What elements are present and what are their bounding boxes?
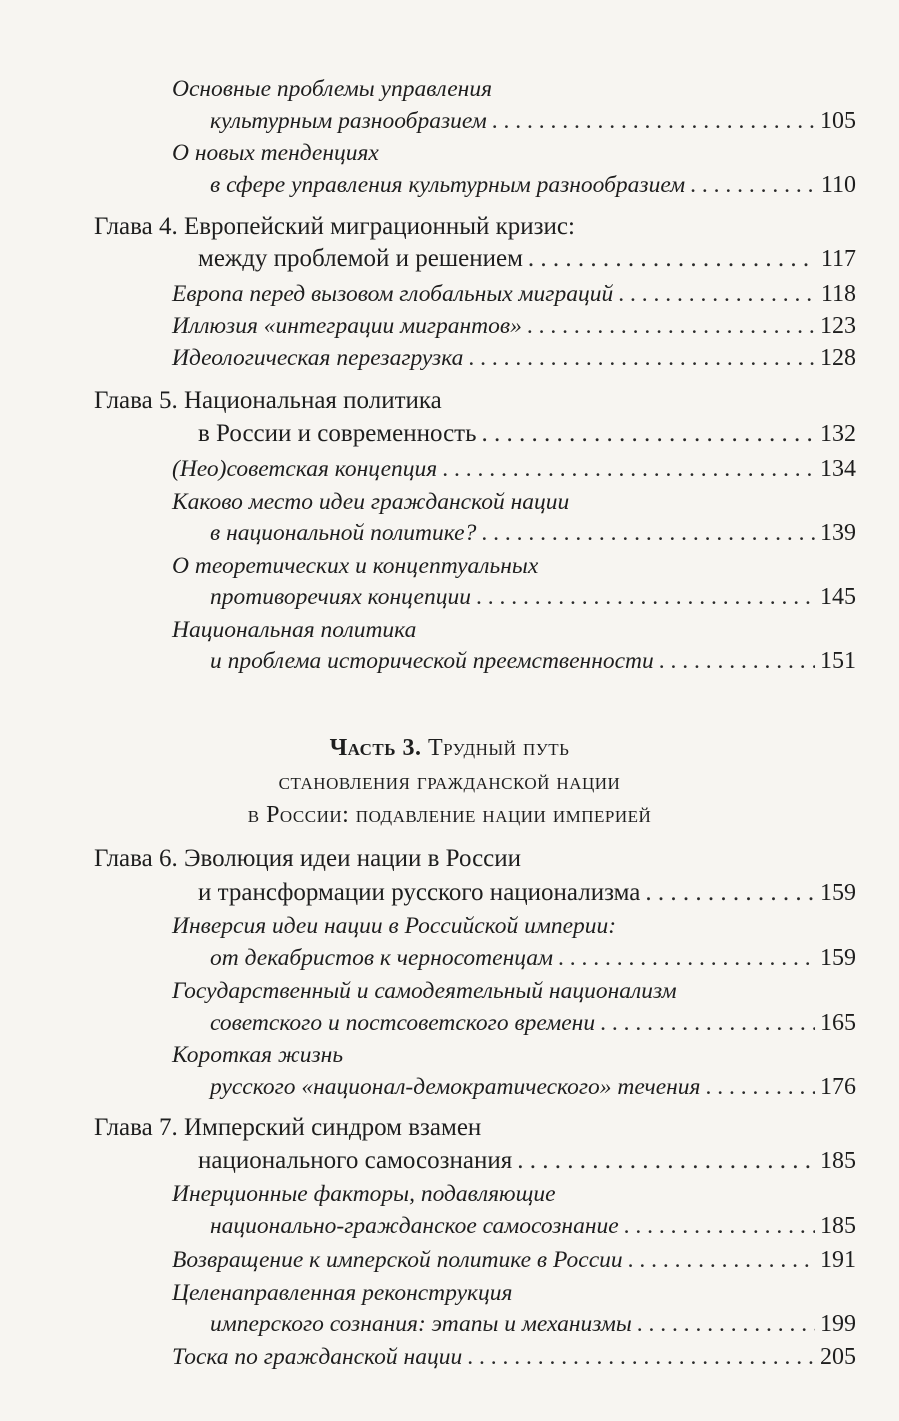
- dot-leader: [645, 876, 815, 910]
- page-number: 105: [820, 108, 856, 134]
- toc-entry-title: Идеологическая перезагрузка: [172, 345, 464, 371]
- toc-entry[interactable]: [172, 1340, 856, 1374]
- page-number: 145: [820, 584, 856, 610]
- toc-entry[interactable]: [210, 168, 856, 202]
- toc-entry[interactable]: [210, 1209, 856, 1243]
- toc-entry-title[interactable]: Инерционные факторы, подавляющие: [172, 1181, 556, 1207]
- chapter-title: национального самосознания: [198, 1147, 513, 1174]
- toc-entry-title: Тоска по гражданской нации: [172, 1344, 463, 1370]
- page-number: 205: [820, 1344, 856, 1370]
- dot-leader: [628, 1243, 815, 1277]
- dot-leader: [618, 277, 816, 311]
- toc-entry-title: и проблема исторической преемственности: [210, 648, 654, 674]
- part-label: Часть 3.: [329, 735, 422, 761]
- toc-entry-title: (Нео)советская концепция: [172, 456, 438, 482]
- chapter-title[interactable]: Глава 6. Эволюция идеи нации в России: [94, 845, 522, 872]
- chapter-entry[interactable]: [198, 1144, 856, 1178]
- chapter-title[interactable]: Глава 5. Национальная политика: [94, 387, 442, 414]
- toc-entry[interactable]: [210, 516, 856, 550]
- dot-leader: [558, 941, 815, 975]
- dot-leader: [482, 417, 815, 451]
- page-number: 134: [820, 456, 856, 482]
- toc-entry-title: культурным разнообразием: [210, 108, 487, 134]
- page-number: 151: [820, 648, 856, 674]
- toc-entry-title: Иллюзия «интеграции мигрантов»: [172, 313, 522, 339]
- page-number: 159: [820, 880, 856, 906]
- chapter-entry[interactable]: [198, 876, 856, 910]
- toc-entry-title[interactable]: Инверсия идеи нации в Российской империи:: [172, 913, 617, 939]
- chapter-entry[interactable]: [198, 242, 856, 276]
- toc-entry-title: русского «национал-демократического» течения: [210, 1074, 701, 1100]
- dot-leader: [467, 1340, 815, 1374]
- toc-entry-title: Возвращение к имперской политике в России: [172, 1247, 623, 1273]
- dot-leader: [468, 341, 815, 375]
- toc-entry[interactable]: [210, 941, 856, 975]
- page-number: 118: [820, 281, 856, 307]
- page-number: 165: [820, 1010, 856, 1036]
- dot-leader: [690, 168, 816, 202]
- toc-entry[interactable]: [210, 580, 856, 614]
- toc-entry[interactable]: [172, 309, 856, 343]
- page-number: 110: [820, 172, 856, 198]
- page-number: 123: [820, 313, 856, 339]
- chapter-title[interactable]: Глава 7. Имперский синдром взамен: [94, 1114, 482, 1141]
- toc-entry-title[interactable]: О теоретических и концептуальных: [172, 553, 539, 579]
- chapter-title: в России и современность: [198, 420, 477, 447]
- toc-entry-title: советского и постсоветского времени: [210, 1010, 596, 1036]
- toc-entry-title[interactable]: Основные проблемы управления: [172, 76, 493, 102]
- dot-leader: [527, 309, 815, 343]
- toc-entry-title: национально-гражданское самосознание: [210, 1213, 619, 1239]
- toc-entry-title: от декабристов к черносотенцам: [210, 945, 554, 971]
- toc-entry-title[interactable]: Государственный и самодеятельный национализм: [172, 978, 677, 1004]
- page-number: 191: [820, 1247, 856, 1273]
- page-number: 132: [820, 421, 856, 447]
- toc-entry-title: Европа перед вызовом глобальных миграций: [172, 281, 614, 307]
- chapter-title[interactable]: Глава 4. Европейский миграционный кризис:: [94, 213, 575, 240]
- page-number: 139: [820, 520, 856, 546]
- toc-entry[interactable]: [172, 341, 856, 375]
- dot-leader: [705, 1070, 815, 1104]
- chapter-entry[interactable]: [198, 417, 856, 451]
- dot-leader: [659, 644, 815, 678]
- page-number: 117: [820, 246, 856, 272]
- toc-entry[interactable]: [210, 1006, 856, 1040]
- dot-leader: [481, 516, 815, 550]
- toc-entry-title: в сфере управления культурным разнообразием: [210, 172, 686, 198]
- toc-entry[interactable]: [172, 1243, 856, 1277]
- dot-leader: [492, 104, 815, 138]
- page-number: 176: [820, 1074, 856, 1100]
- chapter-title: и трансформации русского национализма: [198, 879, 641, 906]
- toc-entry-title[interactable]: Каково место идеи гражданской нации: [172, 489, 570, 515]
- toc-entry[interactable]: [172, 277, 856, 311]
- chapter-title: между проблемой и решением: [198, 245, 523, 272]
- dot-leader: [624, 1209, 815, 1243]
- part-heading[interactable]: [0, 731, 899, 765]
- page-number: 128: [820, 345, 856, 371]
- toc-entry[interactable]: [210, 104, 856, 138]
- page-number: 159: [820, 945, 856, 971]
- toc-entry-title: имперского сознания: этапы и механизмы: [210, 1311, 632, 1337]
- toc-entry[interactable]: [210, 1307, 856, 1341]
- part-title: становления гражданской нации: [278, 769, 621, 795]
- toc-entry-title[interactable]: О новых тенденциях: [172, 140, 379, 166]
- toc-entry-title[interactable]: Целенаправленная реконструкция: [172, 1280, 513, 1306]
- toc-entry-title[interactable]: Короткая жизнь: [172, 1042, 344, 1068]
- toc-entry-title: противоречиях концепции: [210, 584, 471, 610]
- toc-entry[interactable]: [172, 452, 856, 486]
- dot-leader: [600, 1006, 815, 1040]
- toc-entry[interactable]: [210, 644, 856, 678]
- toc-entry-title[interactable]: Национальная политика: [172, 617, 417, 643]
- part-title: Трудный путь: [427, 735, 570, 761]
- dot-leader: [442, 452, 815, 486]
- part-title: в России: подавление нации империей: [247, 802, 652, 828]
- dot-leader: [528, 242, 816, 276]
- toc-entry-title: в национальной политике?: [210, 520, 477, 546]
- page-number: 199: [820, 1311, 856, 1337]
- toc-entry[interactable]: [210, 1070, 856, 1104]
- dot-leader: [517, 1144, 815, 1178]
- dot-leader: [476, 580, 815, 614]
- page-number: 185: [820, 1148, 856, 1174]
- page-number: 185: [820, 1213, 856, 1239]
- dot-leader: [637, 1307, 815, 1341]
